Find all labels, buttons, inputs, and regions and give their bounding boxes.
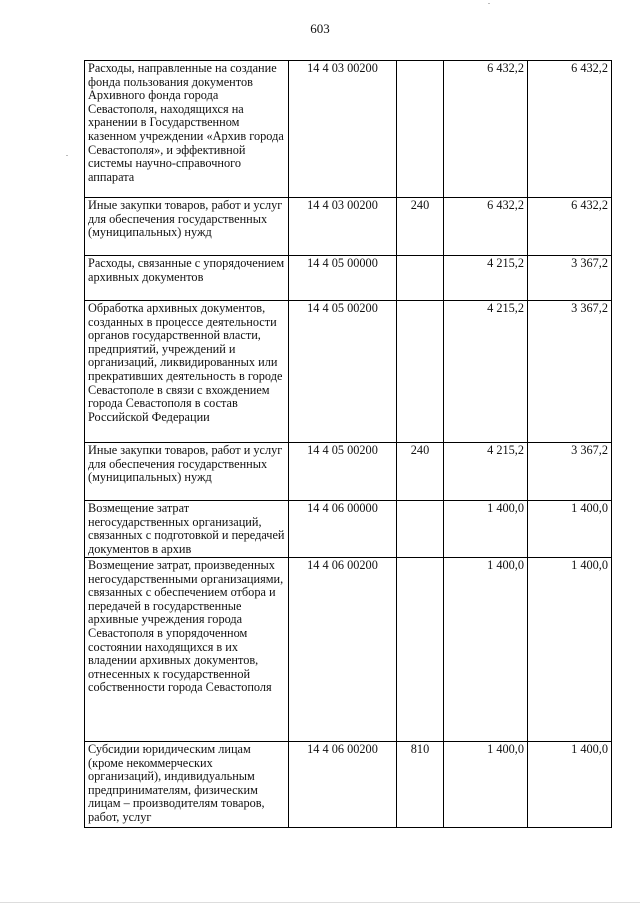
expense-type-code <box>397 501 444 558</box>
scan-artifact <box>0 902 640 903</box>
amount-year-2: 6 432,2 <box>528 198 612 256</box>
target-code: 14 4 05 00000 <box>289 256 397 301</box>
scan-artifact <box>488 3 490 4</box>
expense-name: Иные закупки товаров, работ и услуг для обеспечения государственных (муниципальных) нужд <box>85 198 289 256</box>
target-code: 14 4 06 00000 <box>289 501 397 558</box>
amount-year-2: 1 400,0 <box>528 558 612 742</box>
expense-type-code: 810 <box>397 742 444 828</box>
target-code: 14 4 03 00200 <box>289 61 397 198</box>
expense-type-code <box>397 256 444 301</box>
expense-name: Обработка архивных документов, созданных в процессе деятельности органов государственной власти, предприятий, учреждений и организаций, ликвидированных или прекративших деятельность в городе Севастополе в связи с вхождением города Севастополя в состав Российской Федерации <box>85 301 289 443</box>
table-row <box>85 198 612 256</box>
expense-name: Расходы, связанные с упорядочением архивных документов <box>85 256 289 301</box>
amount-year-1: 4 215,2 <box>444 301 528 443</box>
target-code: 14 4 05 00200 <box>289 301 397 443</box>
budget-table <box>84 60 612 828</box>
amount-year-1: 6 432,2 <box>444 61 528 198</box>
amount-year-2: 3 367,2 <box>528 301 612 443</box>
amount-year-1: 4 215,2 <box>444 443 528 501</box>
amount-year-1: 1 400,0 <box>444 558 528 742</box>
expense-name: Иные закупки товаров, работ и услуг для обеспечения государственных (муниципальных) нужд <box>85 443 289 501</box>
scan-artifact <box>66 155 68 156</box>
target-code: 14 4 06 00200 <box>289 742 397 828</box>
amount-year-1: 1 400,0 <box>444 501 528 558</box>
table-row <box>85 501 612 558</box>
expense-name: Возмещение затрат негосударственных организаций, связанных с подготовкой и передачей документов в архив <box>85 501 289 558</box>
table-row <box>85 558 612 742</box>
amount-year-2: 6 432,2 <box>528 61 612 198</box>
amount-year-1: 6 432,2 <box>444 198 528 256</box>
expense-type-code <box>397 301 444 443</box>
page-number: 603 <box>310 21 330 36</box>
table-row <box>85 301 612 443</box>
expense-name: Расходы, направленные на создание фонда пользования документов Архивного фонда города Севастополя, находящихся на хранении в Государственном казенном учреждении «Архив города Севастополя», и эффективной системы научно-справочного аппарата <box>85 61 289 198</box>
amount-year-1: 1 400,0 <box>444 742 528 828</box>
amount-year-2: 3 367,2 <box>528 443 612 501</box>
expense-type-code <box>397 61 444 198</box>
expense-name: Субсидии юридическим лицам (кроме некоммерческих организаций), индивидуальным предпринимателям, физическим лицам – производителям товаров, работ, услуг <box>85 742 289 828</box>
amount-year-2: 3 367,2 <box>528 256 612 301</box>
amount-year-2: 1 400,0 <box>528 742 612 828</box>
expense-type-code <box>397 558 444 742</box>
expense-type-code: 240 <box>397 198 444 256</box>
amount-year-2: 1 400,0 <box>528 501 612 558</box>
table-row <box>85 742 612 828</box>
expense-name: Возмещение затрат, произведенных негосударственными организациями, связанных с обеспечением отбора и передачей в государственные архивные учреждения города Севастополя в упорядоченном состоянии находящихся в их владении архивных документов, отнесенных к государственной собственности города Севастополя <box>85 558 289 742</box>
amount-year-1: 4 215,2 <box>444 256 528 301</box>
target-code: 14 4 05 00200 <box>289 443 397 501</box>
target-code: 14 4 03 00200 <box>289 198 397 256</box>
table-row <box>85 256 612 301</box>
table-row <box>85 443 612 501</box>
expense-type-code: 240 <box>397 443 444 501</box>
target-code: 14 4 06 00200 <box>289 558 397 742</box>
table-row <box>85 61 612 198</box>
